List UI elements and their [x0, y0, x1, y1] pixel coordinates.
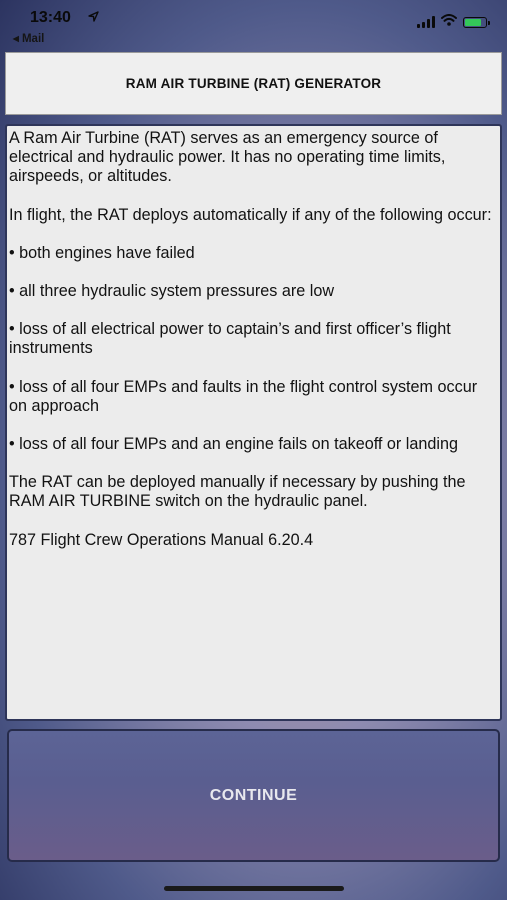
continue-label: CONTINUE: [209, 786, 298, 804]
paragraph-manual-deploy: The RAT can be deployed manually if necessary by pushing the RAM AIR TURBINE switch on the hydraulic panel.: [9, 473, 466, 511]
page-title: RAM AIR TURBINE (RAT) GENERATOR: [125, 76, 382, 91]
paragraph-intro: A Ram Air Turbine (RAT) serves as an emergency source of electrical and hydraulic power. It has no operating time limits, airspeeds, or altitudes.: [9, 129, 446, 186]
list-item-emp-approach: • loss of all four EMPs and faults in the flight control system occur on approach: [9, 377, 478, 415]
reference-citation: 787 Flight Crew Operations Manual 6.20.4: [9, 530, 314, 549]
location-arrow-icon: [88, 11, 99, 25]
back-to-mail-link[interactable]: ◂ Mail: [13, 33, 45, 45]
wifi-icon: [441, 13, 457, 31]
header-panel: [5, 52, 502, 115]
home-indicator[interactable]: [164, 886, 344, 891]
status-time: 13:40: [30, 9, 71, 26]
list-item-electrical-loss: • loss of all electrical power to captain’s and first officer’s flight instruments: [9, 320, 451, 358]
cellular-signal-icon: [417, 16, 435, 28]
continue-button[interactable]: [7, 729, 500, 862]
battery-charging-icon: [463, 17, 487, 28]
list-item-emp-takeoff: • loss of all four EMPs and an engine fails on takeoff or landing: [9, 435, 458, 454]
paragraph-auto-deploy: In flight, the RAT deploys automatically if any of the following occur:: [9, 205, 492, 224]
status-bar: [0, 0, 507, 48]
list-item-hydraulic-low: • all three hydraulic system pressures are low: [9, 282, 335, 301]
status-indicators: [417, 13, 487, 31]
description-panel: [5, 124, 502, 721]
list-item-engines-failed: • both engines have failed: [9, 243, 195, 262]
